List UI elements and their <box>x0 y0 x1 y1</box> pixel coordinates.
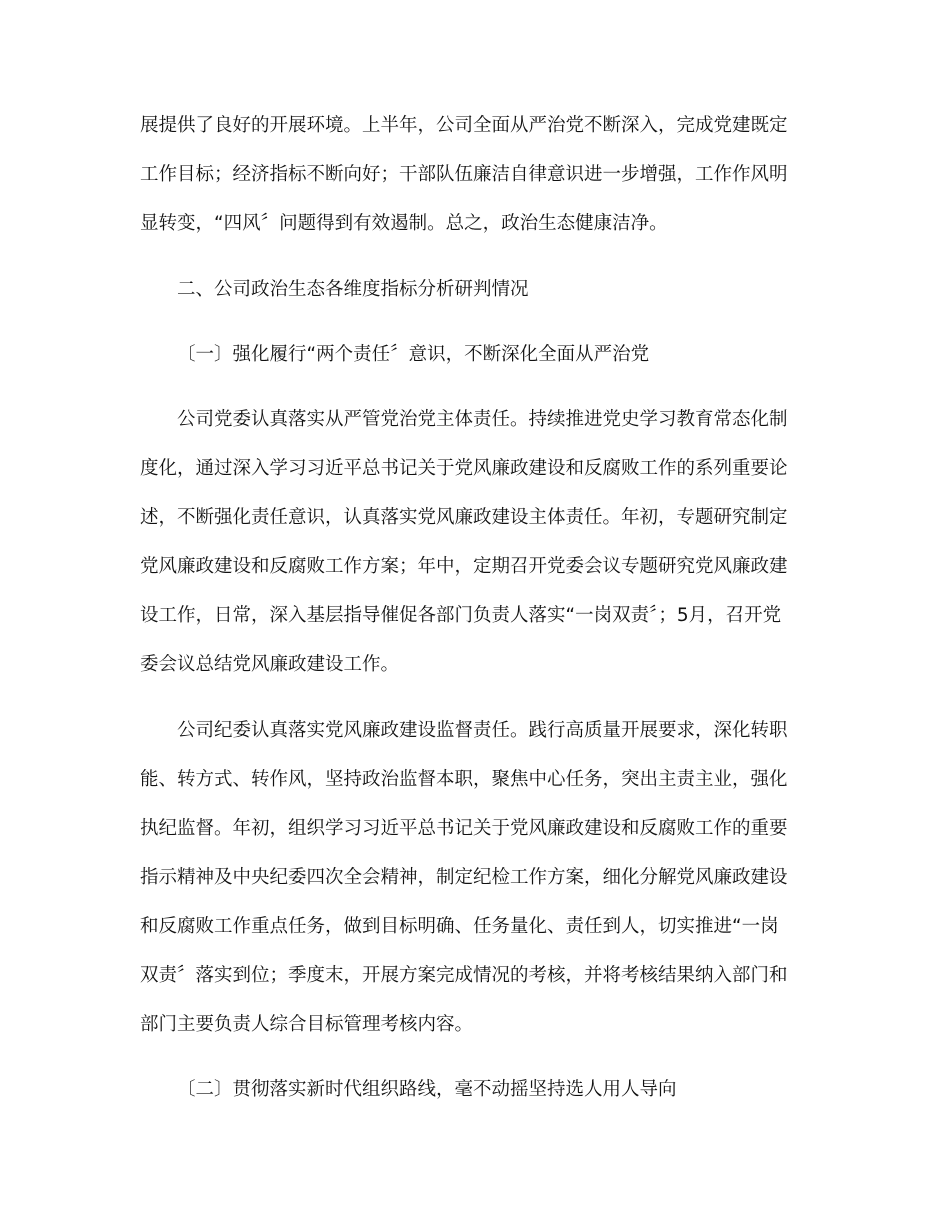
party-committee-paragraph-line-2: 度化，通过深入学习习近平总书记关于党风廉政建设和反腐败工作的系列重要论 <box>140 458 788 479</box>
party-committee-paragraph-line-5: 设工作，日常，深入基层指导催促各部门负责人落实“一岗双责〞；5月，召开党 <box>140 605 782 626</box>
subheading-1: 〔一〕强化履行“两个责任〞意识，不断深化全面从严治党 <box>177 344 650 365</box>
party-committee-paragraph-line-4: 党风廉政建设和反腐败工作方案；年中，定期召开党委会议专题研究党风廉政建 <box>140 556 788 577</box>
subheading-2: 〔二〕贯彻落实新时代组织路线，毫不动摇坚持选人用人导向 <box>177 1079 677 1100</box>
discipline-committee-paragraph-line-4: 指示精神及中央纪委四次全会精神，制定纪检工作方案，细化分解党风廉政建设 <box>140 867 788 888</box>
intro-paragraph-line-3: 显转变，“四风〞问题得到有效遏制。总之，政治生态健康洁净。 <box>140 213 668 234</box>
section-heading-2: 二、公司政治生态各维度指标分析研判情况 <box>177 279 529 300</box>
party-committee-paragraph-line-3: 述，不断强化责任意识，认真落实党风廉政建设主体责任。年初，专题研究制定 <box>140 507 788 528</box>
discipline-committee-paragraph-line-3: 执纪监督。年初，组织学习习近平总书记关于党风廉政建设和反腐败工作的重要 <box>140 818 788 839</box>
discipline-committee-paragraph-line-2: 能、转方式、转作风，坚持政治监督本职，聚焦中心任务，突出主责主业，强化 <box>140 769 788 790</box>
discipline-committee-paragraph-line-1: 公司纪委认真落实党风廉政建设监督责任。践行高质量开展要求，深化转职 <box>177 720 788 741</box>
intro-paragraph-line-1: 展提供了良好的开展环境。上半年，公司全面从严治党不断深入，完成党建既定 <box>140 115 788 136</box>
discipline-committee-paragraph-line-5: 和反腐败工作重点任务，做到目标明确、任务量化、责任到人，切实推进“一岗 <box>140 916 779 937</box>
discipline-committee-paragraph-line-6: 双责〞落实到位；季度末，开展方案完成情况的考核，并将考核结果纳入部门和 <box>140 965 788 986</box>
discipline-committee-paragraph-line-7: 部门主要负责人综合目标管理考核内容。 <box>140 1014 474 1035</box>
party-committee-paragraph-line-6: 委会议总结党风廉政建设工作。 <box>140 654 400 675</box>
party-committee-paragraph-line-1: 公司党委认真落实从严管党治党主体责任。持续推进党史学习教育常态化制 <box>177 409 788 430</box>
intro-paragraph-line-2: 工作目标；经济指标不断向好；干部队伍廉洁自律意识进一步增强，工作作风明 <box>140 164 788 185</box>
